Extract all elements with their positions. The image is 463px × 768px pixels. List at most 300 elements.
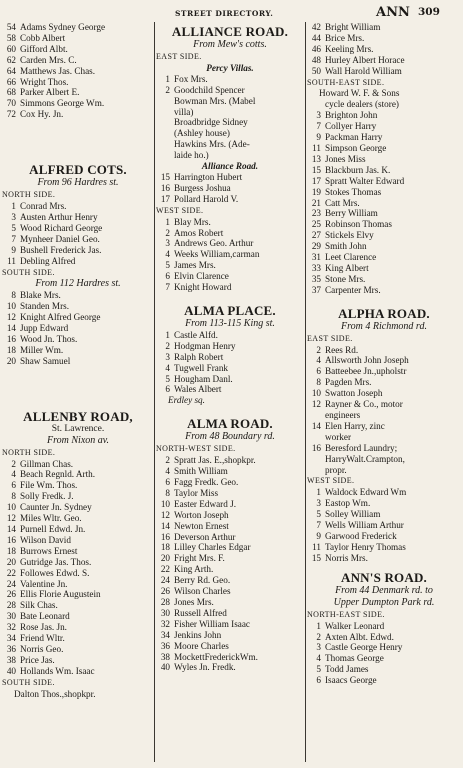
directory-entry <box>307 421 461 432</box>
house-number: 1 <box>165 216 170 227</box>
house-number: 22 <box>160 564 170 575</box>
house-number: 3 <box>316 498 321 509</box>
resident-name: Valentine Jn. <box>20 578 68 589</box>
entry-continuation: engineers <box>325 410 361 420</box>
house-number: 2 <box>316 631 321 642</box>
business-entry: Howard W. F. & Sons <box>319 88 400 99</box>
resident-name: Garwood Frederick <box>325 530 397 541</box>
resident-name: Taylor Henry Thomas <box>325 541 406 552</box>
house-number: 4 <box>165 249 170 260</box>
resident-name: Hodgman Henry <box>174 340 236 351</box>
side-label: EAST SIDE. <box>307 333 353 343</box>
resident-name: Wales Albert <box>174 384 222 395</box>
resident-name: Blake Mrs. <box>20 290 61 301</box>
resident-name: Bushell Frederick Jas. <box>20 244 102 255</box>
directory-entry <box>307 44 461 55</box>
house-number: 14 <box>6 524 16 534</box>
directory-entry <box>2 44 154 55</box>
resident-name: Carden Mrs. C. <box>20 54 77 65</box>
entry-continuation: HarryWalt.Crampton, <box>325 453 405 464</box>
resident-name: Jones Miss <box>325 153 366 164</box>
directory-entry <box>156 553 304 564</box>
resident-name: Amos Robert <box>174 227 224 238</box>
house-number: 38 <box>160 651 170 662</box>
directory-entry <box>307 143 461 154</box>
column-rule <box>305 22 306 762</box>
resident-name: Wright Thos. <box>20 76 69 87</box>
resident-name: Purnell Edwd. Jn. <box>20 524 86 534</box>
column-3 <box>307 22 461 686</box>
directory-entry <box>156 652 304 663</box>
house-number: 9 <box>316 132 321 143</box>
directory-entry <box>307 55 461 66</box>
directory-entry <box>156 510 304 521</box>
resident-name: Fright Mrs. F. <box>174 553 225 564</box>
house-number: 16 <box>311 442 321 453</box>
street-origin: From 4 Richmond rd. <box>341 320 427 332</box>
entry-continuation: worker <box>325 431 352 442</box>
resident-name: Fisher William Isaac <box>174 618 251 629</box>
side-label: NORTH-EAST SIDE. <box>307 609 385 619</box>
resident-name: Bright William <box>325 22 381 32</box>
resident-name: Conrad Mrs. <box>20 201 67 212</box>
house-number: 50 <box>311 65 321 76</box>
house-number: 5 <box>165 373 170 384</box>
house-number: 72 <box>6 109 16 120</box>
directory-entry <box>2 245 154 256</box>
resident-name: Eastop Wm. <box>325 498 371 509</box>
entry-continuation: laide ho.) <box>174 150 209 161</box>
side-label: SOUTH SIDE. <box>2 677 55 687</box>
house-number: 9 <box>11 244 16 255</box>
resident-name: Wells William Arthur <box>325 520 404 531</box>
directory-entry <box>307 22 461 33</box>
directory-entry: Dalton Thos.,shopkpr. <box>14 688 96 699</box>
resident-name: Berry William <box>325 208 378 219</box>
house-number: 16 <box>160 531 170 542</box>
side-label: WEST SIDE. <box>307 476 355 486</box>
resident-name: Solley William <box>325 509 381 520</box>
entry-continuation: Bowman Mrs. (Mabel <box>174 95 256 106</box>
directory-entry <box>307 632 461 643</box>
directory-entry <box>156 477 304 488</box>
directory-entry <box>2 223 154 234</box>
house-number: 4 <box>316 355 321 366</box>
street-origin: From Mew's cotts. <box>193 39 267 50</box>
directory-entry <box>2 502 154 513</box>
house-number: 35 <box>311 273 321 284</box>
house-number: 1 <box>11 201 16 212</box>
street-heading: ALLENBY ROAD, <box>23 408 133 424</box>
resident-name: Walker Leonard <box>325 620 385 631</box>
resident-name: Easter Edward J. <box>174 498 236 509</box>
directory-entry <box>2 611 154 622</box>
house-number: 66 <box>6 76 16 87</box>
house-number: 8 <box>165 487 170 498</box>
entry-continuation: (Ashley house) <box>174 128 230 139</box>
resident-name: Axten Albt. Edwd. <box>325 631 394 642</box>
entry-continuation: Broadbridge Sidney <box>174 117 248 128</box>
resident-name: Price Jas. <box>20 654 55 665</box>
resident-name: Solly Fredk. J. <box>20 491 74 502</box>
resident-name: Gillman Chas. <box>20 458 74 469</box>
directory-entry <box>156 455 304 466</box>
house-number: 5 <box>316 509 321 520</box>
house-number: 9 <box>316 530 321 541</box>
entry-continuation: propr. <box>325 464 347 475</box>
resident-name: Deverson Arthur <box>174 531 236 542</box>
entry-continuation: villa) <box>174 106 194 117</box>
resident-name: Fox Mrs. <box>174 73 208 84</box>
resident-name: Newton Ernest <box>174 520 229 531</box>
house-number: 68 <box>6 87 16 98</box>
resident-name: Berry Rd. Geo. <box>174 575 231 586</box>
directory-entry <box>156 85 304 96</box>
resident-name: Wood Richard George <box>20 222 103 233</box>
house-number: 14 <box>160 520 170 531</box>
street-heading: ALMA PLACE. <box>184 302 276 318</box>
resident-name: Thomas George <box>325 653 384 664</box>
directory-entry <box>307 252 461 263</box>
house-number: 38 <box>6 654 16 665</box>
house-number: 14 <box>6 323 16 334</box>
directory-entry <box>156 586 304 597</box>
directory-entry <box>2 622 154 633</box>
directory-entry <box>156 330 304 341</box>
house-number: 6 <box>11 480 16 491</box>
resident-name: Cobb Albert <box>20 32 66 43</box>
house-number: 44 <box>311 32 321 43</box>
section-gap <box>156 293 304 301</box>
resident-name: Taylor Miss <box>174 487 219 498</box>
directory-entry <box>307 274 461 285</box>
section-gap <box>156 406 304 414</box>
resident-name: Brighton John <box>325 110 378 121</box>
directory-entry <box>156 630 304 641</box>
directory-entry <box>2 234 154 245</box>
resident-name: Harrington Hubert <box>174 171 243 182</box>
house-number: 26 <box>6 589 16 600</box>
house-number: 36 <box>160 640 170 651</box>
resident-name: Rees Rd. <box>325 344 359 355</box>
house-number: 27 <box>311 230 321 241</box>
directory-entry <box>2 77 154 88</box>
house-number: 6 <box>165 477 170 487</box>
directory-entry <box>2 589 154 600</box>
house-number: 2 <box>165 340 170 351</box>
directory-entry <box>307 345 461 356</box>
directory-entry <box>2 256 154 267</box>
house-number: 40 <box>160 662 170 673</box>
directory-entry <box>307 198 461 209</box>
directory-entry <box>307 110 461 121</box>
directory-entry <box>307 621 461 632</box>
house-number: 34 <box>6 633 16 644</box>
resident-name: King Albert <box>325 262 369 273</box>
house-number: 13 <box>311 153 321 164</box>
house-number: 32 <box>160 618 170 629</box>
directory-entry <box>2 87 154 98</box>
side-label: NORTH SIDE. <box>2 190 56 200</box>
directory-entry <box>156 74 304 85</box>
house-number: 19 <box>311 186 321 197</box>
directory-entry <box>156 532 304 543</box>
resident-name: Gutridge Jas. Thos. <box>20 556 92 567</box>
directory-entry <box>2 109 154 120</box>
house-number: 8 <box>316 377 321 388</box>
house-number: 1 <box>165 329 170 340</box>
house-number: 64 <box>6 65 16 76</box>
column-1 <box>2 22 154 700</box>
directory-entry <box>156 374 304 385</box>
resident-name: Ellis Florie Augustein <box>20 589 101 600</box>
resident-name: Tugwell Frank <box>174 362 229 373</box>
resident-name: Stickels Elvy <box>325 230 374 241</box>
house-number: 46 <box>311 43 321 54</box>
resident-name: Pollard Harold V. <box>174 193 239 204</box>
street-origin: From 113-115 King st. <box>185 317 275 329</box>
directory-entry <box>156 282 304 293</box>
page-number: 309 <box>418 6 440 18</box>
resident-name: Collyer Harry <box>325 121 377 132</box>
side-label: EAST SIDE. <box>156 52 202 61</box>
house-number: 26 <box>160 586 170 597</box>
resident-name: Smith John <box>325 241 367 252</box>
house-number: 2 <box>316 344 321 355</box>
directory-entry <box>307 498 461 509</box>
house-number: 12 <box>311 399 321 410</box>
directory-entry <box>2 290 154 301</box>
directory-entry <box>307 531 461 542</box>
directory-entry <box>156 384 304 395</box>
street-origin: From 44 Denmark rd. to <box>335 584 433 596</box>
house-number: 2 <box>165 227 170 238</box>
resident-name: Hollands Wm. Isaac <box>20 665 95 676</box>
resident-name: Blay Mrs. <box>174 216 211 227</box>
house-number: 10 <box>311 388 321 399</box>
directory-entry <box>2 546 154 557</box>
column-2 <box>156 22 304 673</box>
directory-entry <box>2 655 154 666</box>
house-number: 34 <box>160 629 170 640</box>
house-number: 15 <box>160 171 170 182</box>
resident-name: Wall Harold William <box>325 65 402 76</box>
directory-entry <box>307 285 461 296</box>
house-number: 30 <box>6 611 16 622</box>
house-number: 4 <box>316 653 321 664</box>
resident-name: Fagg Fredk. Geo. <box>174 477 239 487</box>
street-origin: From 96 Hardres st. <box>37 177 119 189</box>
resident-name: Worton Joseph <box>174 509 229 520</box>
resident-name: Lilley Charles Edgar <box>174 542 251 553</box>
directory-entry <box>156 238 304 249</box>
house-number: 7 <box>316 121 321 132</box>
directory-entry <box>307 241 461 252</box>
house-number: 62 <box>6 54 16 65</box>
directory-entry <box>156 341 304 352</box>
directory-entry <box>156 352 304 363</box>
resident-name: Wilson David <box>20 534 71 545</box>
directory-entry <box>156 249 304 260</box>
house-number: 16 <box>6 534 16 545</box>
house-number: 2 <box>165 455 170 466</box>
resident-name: Wyles Jn. Fredk. <box>174 662 236 673</box>
street-heading: ALLIANCE ROAD. <box>171 24 289 39</box>
directory-entry <box>2 491 154 502</box>
locality-label: St. Lawrence. <box>51 423 105 434</box>
directory-entry <box>307 443 461 454</box>
directory-entry <box>307 487 461 498</box>
house-number: 22 <box>6 567 16 578</box>
directory-entry <box>156 662 304 673</box>
resident-name: Friend Wltr. <box>20 633 65 644</box>
directory-entry <box>307 553 461 564</box>
resident-name: Catt Mrs. <box>325 197 360 208</box>
directory-entry <box>307 388 461 399</box>
directory-entry <box>2 568 154 579</box>
house-number: 18 <box>160 542 170 553</box>
house-number: 36 <box>6 643 16 654</box>
street-origin: Upper Dumpton Park rd. <box>333 596 435 608</box>
directory-entry <box>156 271 304 282</box>
subsection-heading: Percy Villas. <box>206 62 254 73</box>
resident-name: Knight Alfred George <box>20 312 101 323</box>
directory-entry <box>307 154 461 165</box>
house-number: 48 <box>311 54 321 65</box>
resident-name: Allsworth John Joseph <box>325 355 409 366</box>
directory-entry <box>307 219 461 230</box>
entry-continuation: Hawkins Mrs. (Ade- <box>174 139 250 150</box>
directory-entry <box>2 633 154 644</box>
house-number: 60 <box>6 43 16 54</box>
house-number: 7 <box>165 282 170 293</box>
directory-entry <box>307 263 461 274</box>
directory-entry <box>156 228 304 239</box>
resident-name: Beresford Laundry; <box>325 442 398 453</box>
directory-entry <box>307 33 461 44</box>
resident-name: Burrows Ernest <box>20 545 78 556</box>
directory-entry <box>156 521 304 532</box>
house-number: 6 <box>165 271 170 282</box>
street-origin: From 48 Boundary rd. <box>185 431 275 443</box>
directory-entry <box>307 509 461 520</box>
house-number: 12 <box>160 509 170 520</box>
page-header <box>0 3 463 21</box>
resident-name: Parker Albert E. <box>20 87 80 98</box>
house-number: 33 <box>311 262 321 273</box>
house-number: 28 <box>6 600 16 611</box>
directory-entry <box>307 366 461 377</box>
house-number: 3 <box>165 351 170 362</box>
directory-entry <box>2 334 154 345</box>
directory-entry <box>307 653 461 664</box>
house-number: 37 <box>311 284 321 295</box>
directory-entry <box>307 675 461 686</box>
house-number: 29 <box>311 241 321 252</box>
house-number: 30 <box>160 607 170 618</box>
resident-name: Beach Regnld. Arth. <box>20 469 96 480</box>
side-label: NORTH-WEST SIDE. <box>156 444 236 454</box>
house-number: 20 <box>6 355 16 366</box>
directory-entry <box>156 564 304 575</box>
header-section: ANN <box>376 5 410 20</box>
house-number: 31 <box>311 252 321 263</box>
directory-entry <box>2 480 154 491</box>
house-number: 8 <box>11 491 16 502</box>
directory-entry <box>307 165 461 176</box>
resident-name: Hougham Danl. <box>174 373 233 384</box>
directory-entry <box>156 217 304 228</box>
house-number: 6 <box>165 384 170 395</box>
directory-entry <box>307 399 461 410</box>
house-number: 70 <box>6 98 16 109</box>
house-number: 18 <box>6 344 16 355</box>
directory-entry <box>2 666 154 677</box>
directory-entry <box>2 201 154 212</box>
resident-name: Wilson Charles <box>174 586 231 597</box>
house-number: 24 <box>6 578 16 589</box>
house-number: 58 <box>6 32 16 43</box>
house-number: 25 <box>311 219 321 230</box>
resident-name: Pagden Mrs. <box>325 377 372 388</box>
directory-entry <box>2 22 154 33</box>
street-heading: ALPHA ROAD. <box>338 305 430 321</box>
resident-name: Stokes Thomas <box>325 186 382 197</box>
directory-entry <box>156 542 304 553</box>
street-heading: ALMA ROAD. <box>187 416 273 432</box>
resident-name: Russell Alfred <box>174 607 227 618</box>
house-number: 17 <box>311 175 321 186</box>
resident-name: Castle George Henry <box>325 642 403 653</box>
directory-entry <box>156 194 304 205</box>
resident-name: File Wm. Thos. <box>20 480 78 491</box>
column-rule <box>154 22 155 762</box>
resident-name: Andrews Geo. Arthur <box>174 238 254 249</box>
resident-name: Norris Geo. <box>20 643 64 654</box>
directory-entry <box>2 356 154 367</box>
directory-entry <box>2 644 154 655</box>
resident-name: Smith William <box>174 466 228 477</box>
directory-entry <box>2 459 154 470</box>
resident-name: Stone Mrs. <box>325 273 366 284</box>
house-number: 15 <box>311 164 321 175</box>
resident-name: Blackburn Jas. K. <box>325 164 391 175</box>
street-origin: From Nixon av. <box>47 434 109 446</box>
house-number: 16 <box>160 182 170 193</box>
house-number: 4 <box>165 466 170 477</box>
house-number: 10 <box>160 498 170 509</box>
directory-entry <box>307 642 461 653</box>
subsection-heading: Alliance Road. <box>201 161 259 172</box>
directory-entry <box>156 172 304 183</box>
directory-entry <box>156 619 304 630</box>
resident-name: Adams Sydney George <box>20 22 106 32</box>
directory-entry <box>307 132 461 143</box>
resident-name: Burgess Joshua <box>174 182 231 193</box>
resident-name: Castle Alfd. <box>174 329 218 340</box>
resident-name: Norris Mrs. <box>325 552 368 563</box>
directory-entry <box>156 363 304 374</box>
directory-entry <box>156 608 304 619</box>
house-number: 11 <box>312 142 321 153</box>
resident-name: Spratt Walter Edward <box>325 175 405 186</box>
street-heading: ANN'S ROAD. <box>341 569 427 585</box>
directory-entry <box>307 230 461 241</box>
directory-entry <box>307 664 461 675</box>
resident-name: Todd James <box>325 664 369 675</box>
side-label: SOUTH SIDE. <box>2 267 55 277</box>
resident-name: Simpson George <box>325 142 387 153</box>
